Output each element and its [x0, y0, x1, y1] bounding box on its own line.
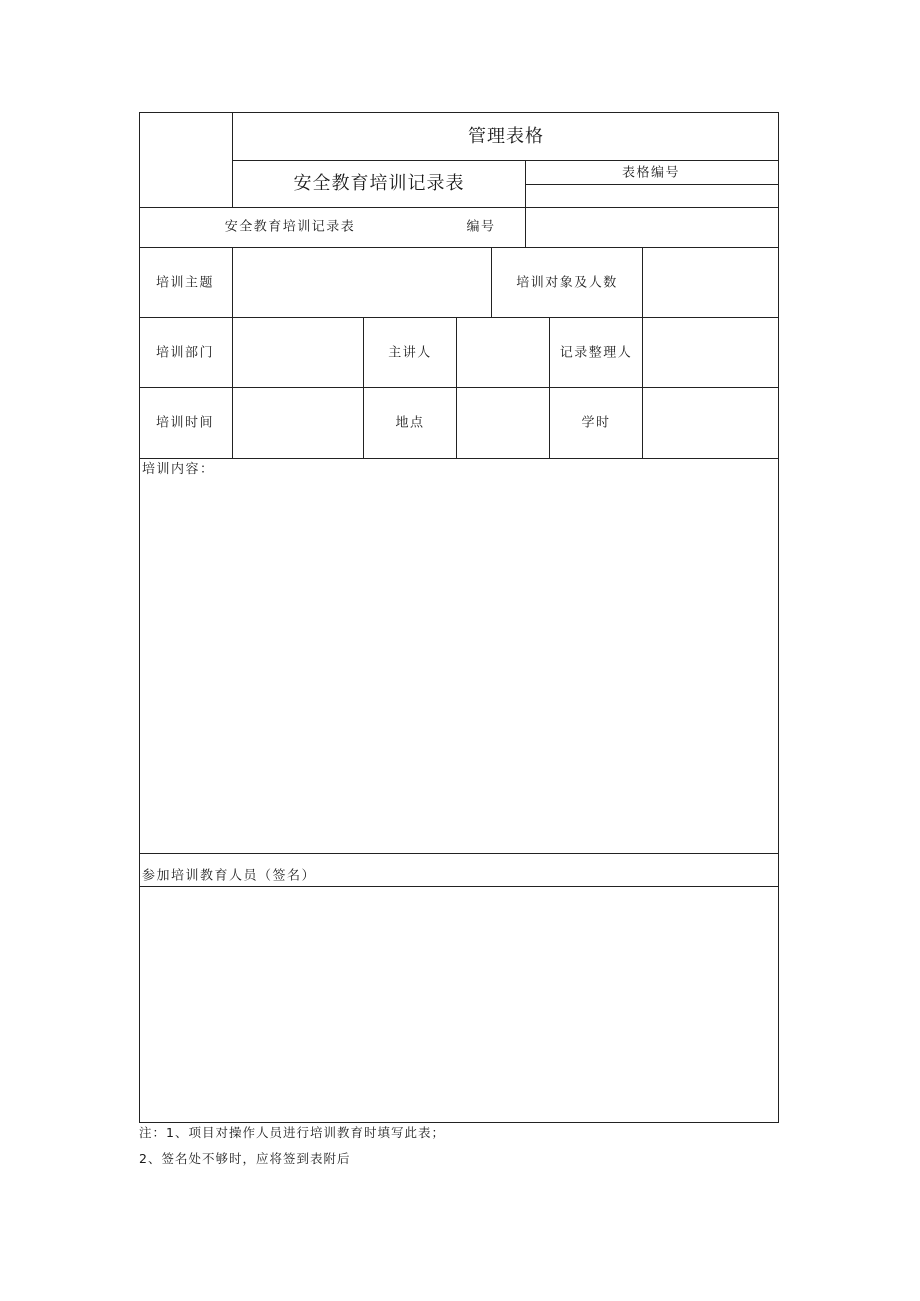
time-label: 培训时间: [155, 415, 215, 431]
title-divider: [232, 160, 779, 161]
row2-bottom: [139, 387, 779, 388]
form-number-divider: [525, 184, 779, 185]
border-left: [139, 112, 140, 1123]
content-bottom: [139, 853, 779, 854]
form-title: 管理表格: [468, 126, 544, 147]
participants-label: 参加培训教育人员（签名）: [142, 868, 317, 884]
recorder-label: 记录整理人: [559, 345, 633, 361]
row23-divider-a: [232, 317, 233, 459]
lecturer-label: 主讲人: [388, 345, 432, 361]
content-label: 培训内容：: [142, 462, 215, 477]
header-bottom: [139, 207, 779, 208]
row1-divider-b: [491, 247, 492, 318]
note-2: 2、签名处不够时，应将签到表附后: [139, 1151, 351, 1166]
header-number-divider: [525, 160, 526, 248]
header-logo-divider: [232, 112, 233, 208]
row23-divider-d: [549, 317, 550, 459]
form-subtitle: 安全教育培训记录表: [293, 173, 465, 194]
topic-label: 培训主题: [155, 275, 215, 291]
row1-divider-c: [642, 247, 643, 318]
row23-divider-b: [363, 317, 364, 459]
participants-label-bottom: [139, 886, 779, 887]
note-1: 注：1、项目对操作人员进行培训教育时填写此表；: [139, 1125, 445, 1140]
border-bottom: [139, 1122, 779, 1123]
location-label: 地点: [395, 415, 425, 431]
form-number-label: 表格编号: [621, 165, 681, 181]
record-row-bottom: [139, 247, 779, 248]
row23-divider-e: [642, 317, 643, 459]
audience-label: 培训对象及人数: [516, 275, 618, 291]
hours-label: 学时: [581, 415, 611, 431]
border-right: [778, 112, 779, 1123]
department-label: 培训部门: [155, 345, 215, 361]
row23-divider-c: [456, 317, 457, 459]
border-top: [139, 112, 779, 113]
row3-bottom: [139, 458, 779, 459]
row1-divider-a: [232, 247, 233, 318]
record-label: 安全教育培训记录表: [224, 219, 356, 235]
row1-bottom: [139, 317, 779, 318]
record-number-label: 编号: [466, 219, 496, 235]
